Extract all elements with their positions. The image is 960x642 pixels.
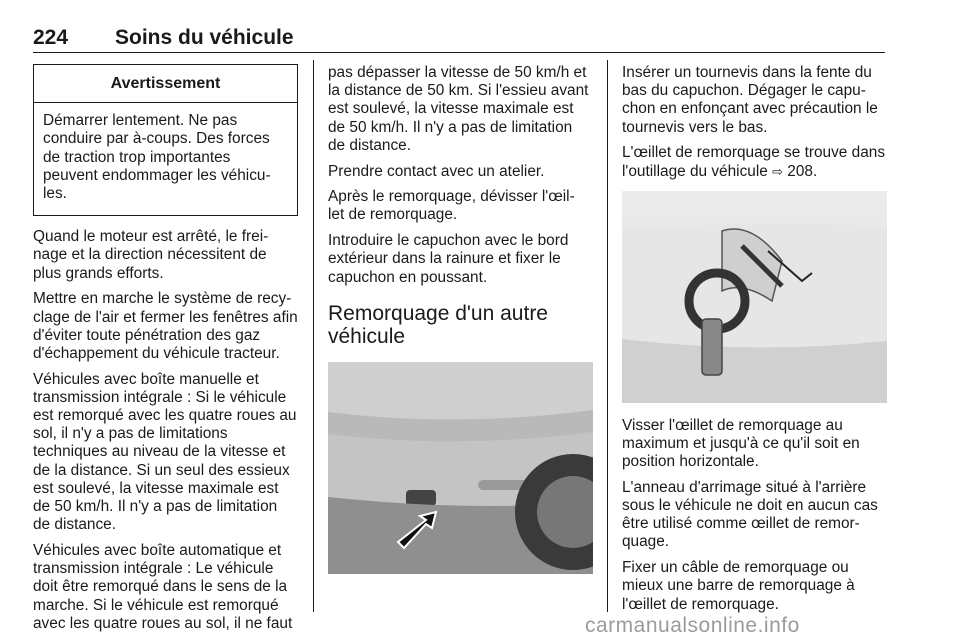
- page-header: [33, 22, 885, 53]
- paragraph: Véhicules avec boîte manuelle et transmission intégrale : Si le véhicule est remorqué avec les quatre roues au sol, il n'y a pas de limitations techniques au niveau de la vitesse et de la distance. Si un seul des essieux est soulevé, la vitesse maximale est de 50 km/h. Il n'y a pas de limitation de distance.: [33, 370, 297, 534]
- watermark: carmanualsonline.info: [585, 614, 800, 637]
- paragraph: L'anneau d'arrimage situé à l'arrière sous le véhicule ne doit en aucun cas être utilisé comme œillet de remor- quage.: [622, 478, 878, 551]
- rear-bumper-drawing: [328, 362, 593, 574]
- towing-eye-drawing: [622, 191, 887, 403]
- towing-eye-illustration: [622, 191, 887, 403]
- column-divider: [607, 60, 608, 612]
- paragraph: Introduire le capuchon avec le bord extérieur dans la rainure et fixer le capuchon en poussant.: [328, 232, 569, 286]
- paragraph: Visser l'œillet de remorquage au maximum et jusqu'à ce qu'il soit en position horizontale.: [622, 416, 860, 471]
- paragraph: Véhicules avec boîte automatique et transmission intégrale : Le véhicule doit être remorqué dans le sens de la marche. Si le véhicule est remorqué avec les quatre roues au sol, il ne faut: [33, 541, 293, 632]
- warning-title: Avertissement: [34, 65, 297, 103]
- paragraph: Mettre en marche le système de recy- clage de l'air et fermer les fenêtres afin d'éviter toute pénétration des gaz d'échappement du véhicule tracteur.: [33, 290, 298, 362]
- section-heading: Remorquage d'un autre véhicule: [328, 301, 548, 348]
- paragraph: Fixer un câble de remorquage ou mieux une barre de remorquage à l'œillet de remorquage.: [622, 559, 855, 613]
- page-ref-arrow-icon: ⇨: [772, 163, 784, 179]
- column-right: [622, 64, 888, 621]
- column-divider: [313, 60, 314, 612]
- page-number: 224: [33, 26, 69, 49]
- warning-text: Démarrer lentement. Ne pas conduire par à-coups. Des forces de traction trop importantes peuvent endommager les véhicu- les.: [43, 112, 271, 203]
- warning-box: [33, 64, 298, 216]
- column-left: [33, 64, 298, 640]
- page-reference: 208: [787, 162, 813, 180]
- paragraph: Prendre contact avec un atelier.: [328, 162, 545, 180]
- rear-bumper-illustration: [328, 362, 593, 574]
- paragraph-with-reference: L'œillet de remorquage se trouve dans l'outillage du véhicule ⇨ 208.: [622, 144, 886, 180]
- paragraph: pas dépasser la vitesse de 50 km/h et la distance de 50 km. Si l'essieu avant est soulevé, la vitesse maximale est de 50 km/h. Il n'y a pas de limitation de distance.: [328, 64, 589, 154]
- paragraph: Après le remorquage, dévisser l'œil- let de remorquage.: [328, 188, 575, 224]
- column-middle: [328, 64, 593, 574]
- paragraph: Insérer un tournevis dans la fente du bas du capuchon. Dégager le capu- chon en enfonçant avec précaution le tournevis vers le bas.: [622, 64, 878, 136]
- section-title: Soins du véhicule: [115, 26, 294, 49]
- paragraph: Quand le moteur est arrêté, le frei- nage et la direction nécessitent de plus grands efforts.: [33, 228, 269, 282]
